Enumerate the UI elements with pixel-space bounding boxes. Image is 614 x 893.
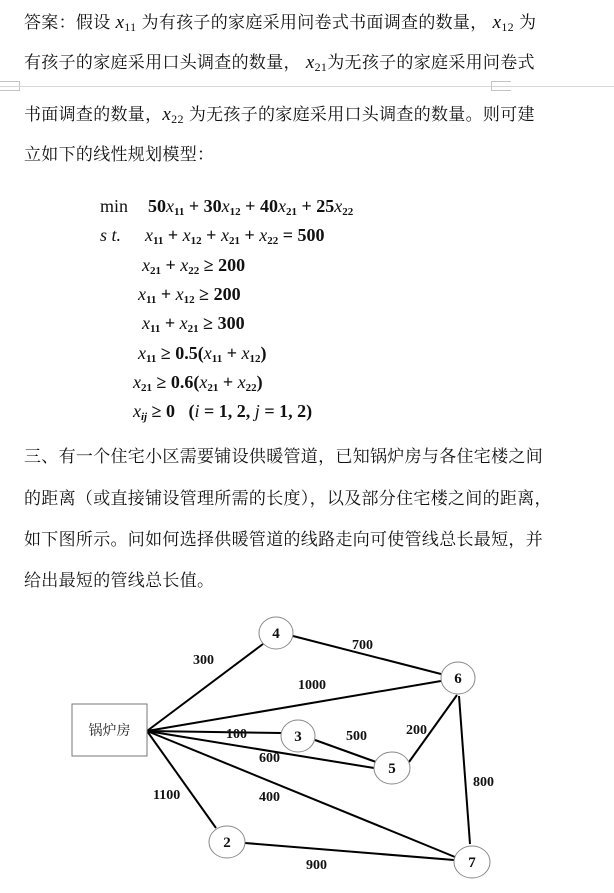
constraint-1: $x_{11} + x_{12} + x_{21} + x_{22} = 500$ — [145, 225, 325, 247]
variable-x12: $x_{12}$ — [492, 12, 514, 34]
objective-expression: $50x_{11} + 30x_{12} + 40x_{21} + 25x_{22}$ — [148, 196, 354, 218]
edge-6-7 — [459, 696, 470, 844]
answer-text: 答案：假设 — [24, 13, 111, 33]
edge-weight-boiler-5: 600 — [259, 751, 280, 766]
problem3-line-3: 如下图所示。问如何选择供暖管道的线路走向可使管线总长最短，并 — [24, 530, 543, 550]
constraint-4: $x_{11} + x_{21} \ge 300$ — [142, 313, 245, 335]
page-break-divider — [0, 86, 614, 87]
answer-line-4: 立如下的线性规划模型： — [24, 145, 215, 165]
node-label-3: 3 — [294, 729, 302, 745]
edge-weight-boiler-4: 300 — [193, 653, 214, 668]
answer-line-1 — [24, 11, 584, 35]
answer-text: 书面调查的数量， — [24, 105, 163, 125]
answer-line-3 — [24, 103, 584, 127]
edge-weight-6-7: 800 — [473, 775, 494, 790]
edge-weight-5-6: 200 — [406, 723, 427, 738]
variable-x11: $x_{11}$ — [115, 12, 137, 34]
page-corner-marker-right — [491, 81, 511, 91]
problem3-line-4: 给出最短的管线总长值。 — [24, 571, 215, 591]
answer-text: 有孩子的家庭采用口头调查的数量， — [24, 53, 301, 73]
constraint-3: $x_{11} + x_{12} \ge 200$ — [138, 284, 241, 306]
edge-2-7 — [245, 843, 454, 860]
node-label-5: 5 — [388, 761, 396, 777]
edge-weight-2-7: 900 — [306, 858, 327, 873]
constraint-7: $x_{ij} \ge 0$ (i = 1, 2, j = 1, 2) — [133, 401, 313, 423]
objective-function — [148, 195, 353, 223]
boiler-room-label: 锅炉房 — [88, 723, 131, 739]
answer-text: 为无孩子的家庭采用问卷式 — [327, 53, 535, 73]
node-label-2: 2 — [223, 835, 231, 851]
objective-label: min — [100, 196, 129, 216]
answer-text: 为有孩子的家庭采用问卷式书面调查的数量， — [141, 13, 488, 33]
edge-weight-boiler-7: 400 — [259, 790, 280, 805]
edge-weight-boiler-6: 1000 — [298, 678, 326, 693]
node-label-7: 7 — [468, 855, 476, 871]
constraint-5: $x_{11} \ge 0.5(x_{11} + x_{12})$ — [138, 343, 267, 365]
edge-weight-boiler-2: 1100 — [153, 788, 181, 803]
constraint-6: $x_{21} \ge 0.6(x_{21} + x_{22})$ — [133, 372, 263, 394]
constraint-label: s t. — [100, 225, 122, 245]
node-label-6: 6 — [454, 671, 462, 687]
variable-x21: $x_{21}$ — [305, 52, 328, 74]
answer-line-2 — [24, 51, 584, 75]
edge-weight-3-5: 500 — [346, 729, 367, 744]
problem3-line-1: 三、有一个住宅小区需要铺设供暖管道，已知锅炉房与各住宅楼之间 — [24, 447, 543, 467]
edge-weight-4-6: 700 — [352, 638, 373, 653]
edge-boiler-3 — [147, 731, 282, 733]
constraint-2: $x_{21} + x_{22} \ge 200$ — [142, 255, 246, 277]
answer-text: 为无孩子的家庭采用口头调查的数量。则可建 — [188, 105, 535, 125]
node-label-4: 4 — [272, 626, 280, 642]
answer-text: 为 — [518, 13, 537, 33]
variable-x22: $x_{22}$ — [162, 104, 184, 126]
pipeline-network-diagram — [0, 600, 614, 893]
edge-weight-boiler-3: 100 — [226, 727, 247, 742]
problem3-line-2: 的距离（或直接铺设管理所需的长度），以及部分住宅楼之间的距离， — [24, 489, 552, 509]
